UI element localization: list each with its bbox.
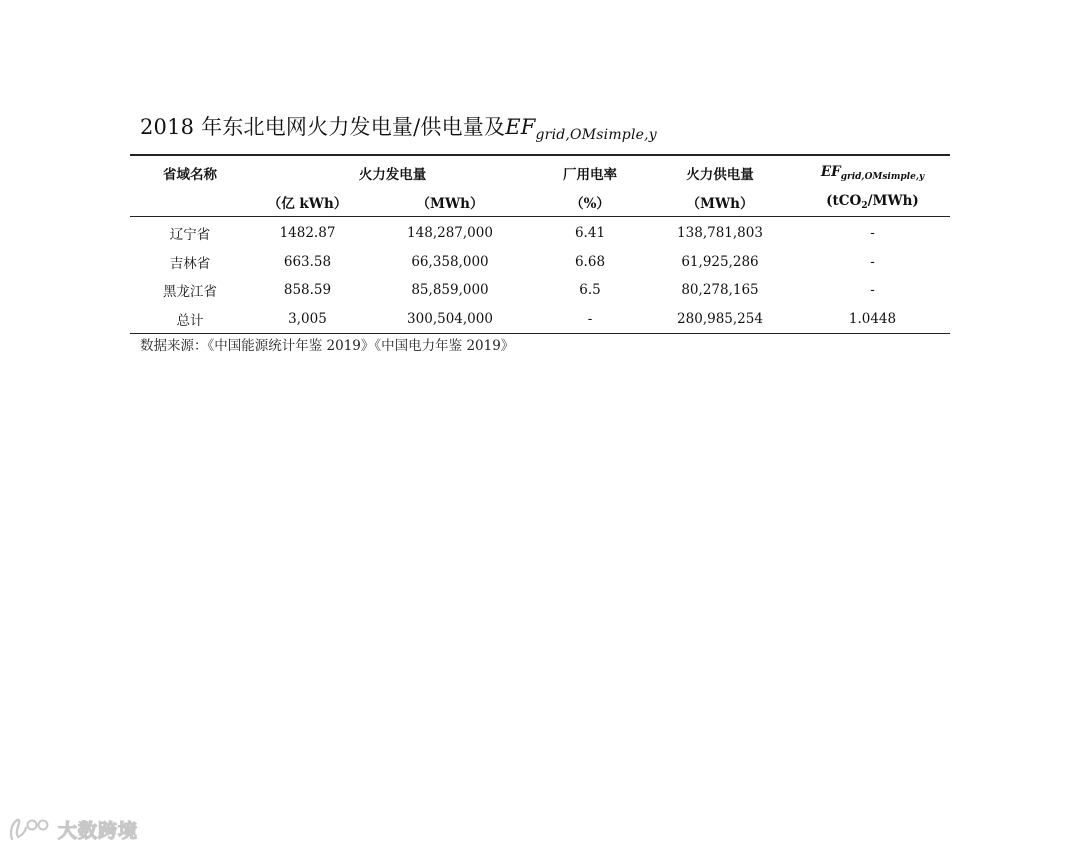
table-row xyxy=(130,248,950,277)
cell-generation-mwh: 300,504,000 xyxy=(365,305,535,334)
document-title xyxy=(140,111,657,143)
table-row xyxy=(130,276,950,305)
header-thermal-generation: 火力发电量 xyxy=(250,155,535,188)
cell-emission-factor: 1.0448 xyxy=(795,305,950,334)
cell-supply-mwh: 61,925,286 xyxy=(681,253,759,270)
cell-plant-use-rate: 6.5 xyxy=(579,282,601,299)
header-province: 省域名称 xyxy=(130,155,250,188)
cell-generation-mwh: 66,358,000 xyxy=(411,253,489,270)
cell-generation-100m-kwh: 1482.87 xyxy=(279,225,336,242)
cell-generation-100m-kwh: 663.58 xyxy=(283,253,332,270)
header-unit-tco2-per-mwh: (tCO$_2$/MWh) xyxy=(795,188,950,217)
cell-province: 辽宁省 xyxy=(169,227,211,244)
header-thermal-supply: 火力供电量 xyxy=(645,155,795,188)
cell-emission-factor: - xyxy=(870,225,875,242)
emission-factor-table xyxy=(130,154,950,334)
cell-plant-use-rate: - xyxy=(535,305,645,334)
cell-total-label: 总计 xyxy=(130,305,250,334)
header-blank xyxy=(130,188,250,217)
table-header-row-1 xyxy=(130,155,950,188)
table-row-total xyxy=(130,305,950,334)
title-ef-symbol: $EF_{grid,OMsimple,y}$ xyxy=(505,115,657,143)
cell-plant-use-rate: 6.41 xyxy=(574,225,606,242)
header-emission-factor: $EF_{grid,OMsimple,y}$ xyxy=(795,155,950,188)
cell-plant-use-rate: 6.68 xyxy=(574,253,606,270)
header-unit-mwh-supply: （MWh） xyxy=(645,188,795,217)
cell-generation-100m-kwh: 3,005 xyxy=(250,305,365,334)
cell-province: 吉林省 xyxy=(169,255,211,272)
watermark-logo-icon xyxy=(8,815,52,843)
watermark xyxy=(8,814,138,844)
cell-generation-mwh: 148,287,000 xyxy=(407,225,493,242)
title-text: 2018 年东北电网火力发电量/供电量及 xyxy=(140,115,506,139)
cell-supply-mwh: 80,278,165 xyxy=(681,282,759,299)
table-header-row-2 xyxy=(130,188,950,217)
table-row xyxy=(130,217,950,248)
header-unit-percent: （%） xyxy=(535,188,645,217)
cell-emission-factor: - xyxy=(870,253,875,270)
header-unit-100m-kwh: （亿 kWh） xyxy=(250,188,365,217)
cell-emission-factor: - xyxy=(870,282,875,299)
cell-generation-mwh: 85,859,000 xyxy=(411,282,489,299)
watermark-text: 大数跨境 xyxy=(58,819,139,842)
header-unit-mwh-generation: （MWh） xyxy=(365,188,535,217)
cell-supply-mwh: 280,985,254 xyxy=(645,305,795,334)
cell-supply-mwh: 138,781,803 xyxy=(677,225,763,242)
cell-generation-100m-kwh: 858.59 xyxy=(283,282,332,299)
header-plant-use-rate: 厂用电率 xyxy=(535,155,645,188)
data-source-note: 数据来源：《中国能源统计年鉴 2019》《中国电力年鉴 2019》 xyxy=(140,338,515,354)
cell-province: 黑龙江省 xyxy=(163,284,217,301)
